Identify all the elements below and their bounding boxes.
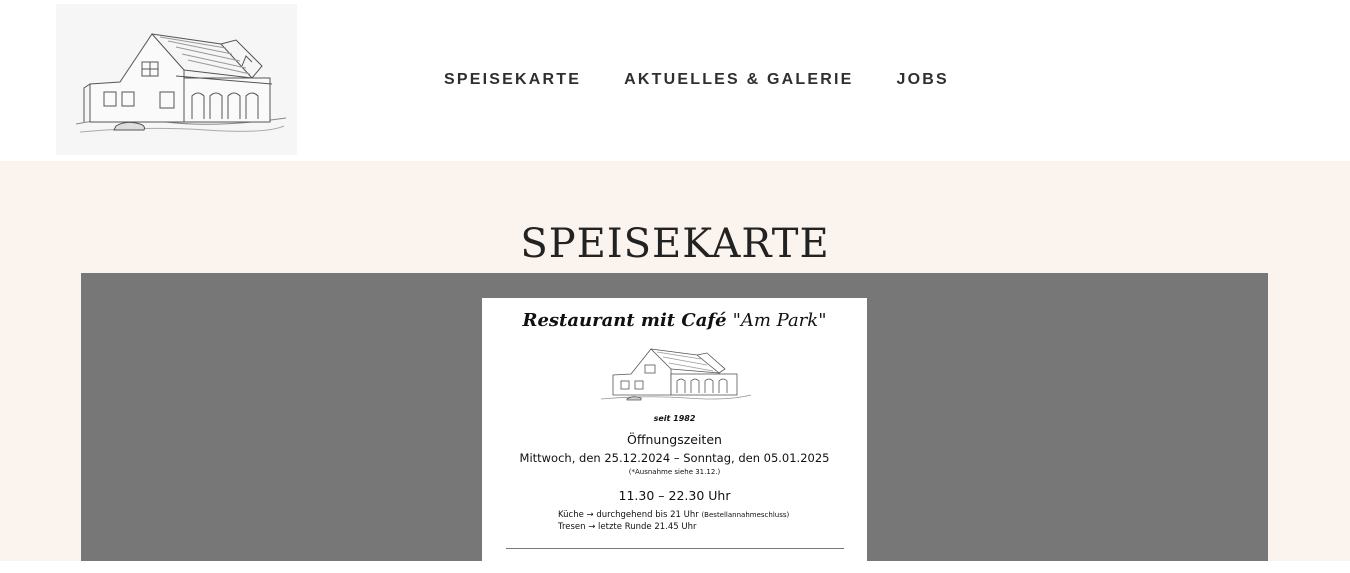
menu-kitchen-note: (Bestellannahmeschluss) [701, 511, 790, 519]
menu-kitchen: Küche → durchgehend bis 21 Uhr [558, 510, 699, 520]
menu-title-name: "Am Park" [732, 310, 827, 331]
menu-dates: Mittwoch, den 25.12.2024 – Sonntag, den 05.01.2025 [519, 451, 830, 465]
nav-aktuelles-galerie[interactable]: AKTUELLES & GALERIE [624, 71, 854, 88]
menu-restaurant-title [482, 310, 867, 331]
menu-kitchen-line [558, 510, 818, 520]
menu-hours-heading: Öffnungszeiten [627, 432, 722, 447]
nav-speisekarte[interactable]: SPEISEKARTE [444, 71, 582, 88]
nav-jobs[interactable]: JOBS [896, 71, 949, 88]
menu-page [482, 298, 867, 573]
logo-link[interactable] [56, 4, 297, 155]
site-header [0, 0, 1350, 161]
menu-time: 11.30 – 22.30 Uhr [618, 488, 731, 503]
main-nav [444, 68, 949, 92]
page-title: SPEISEKARTE [520, 221, 830, 267]
menu-document-viewer[interactable] [81, 273, 1268, 561]
menu-note: (*Ausnahme siehe 31.12.) [628, 468, 721, 476]
menu-title-main: Restaurant mit Café [522, 310, 727, 331]
menu-bar-line: Tresen → letzte Runde 21.45 Uhr [558, 522, 697, 532]
menu-since: seit 1982 [653, 414, 696, 423]
menu-house-illustration [597, 341, 755, 407]
restaurant-house-sketch-icon [597, 341, 755, 407]
menu-divider [506, 548, 844, 549]
restaurant-house-sketch-icon [56, 4, 297, 155]
main-content [0, 161, 1350, 561]
